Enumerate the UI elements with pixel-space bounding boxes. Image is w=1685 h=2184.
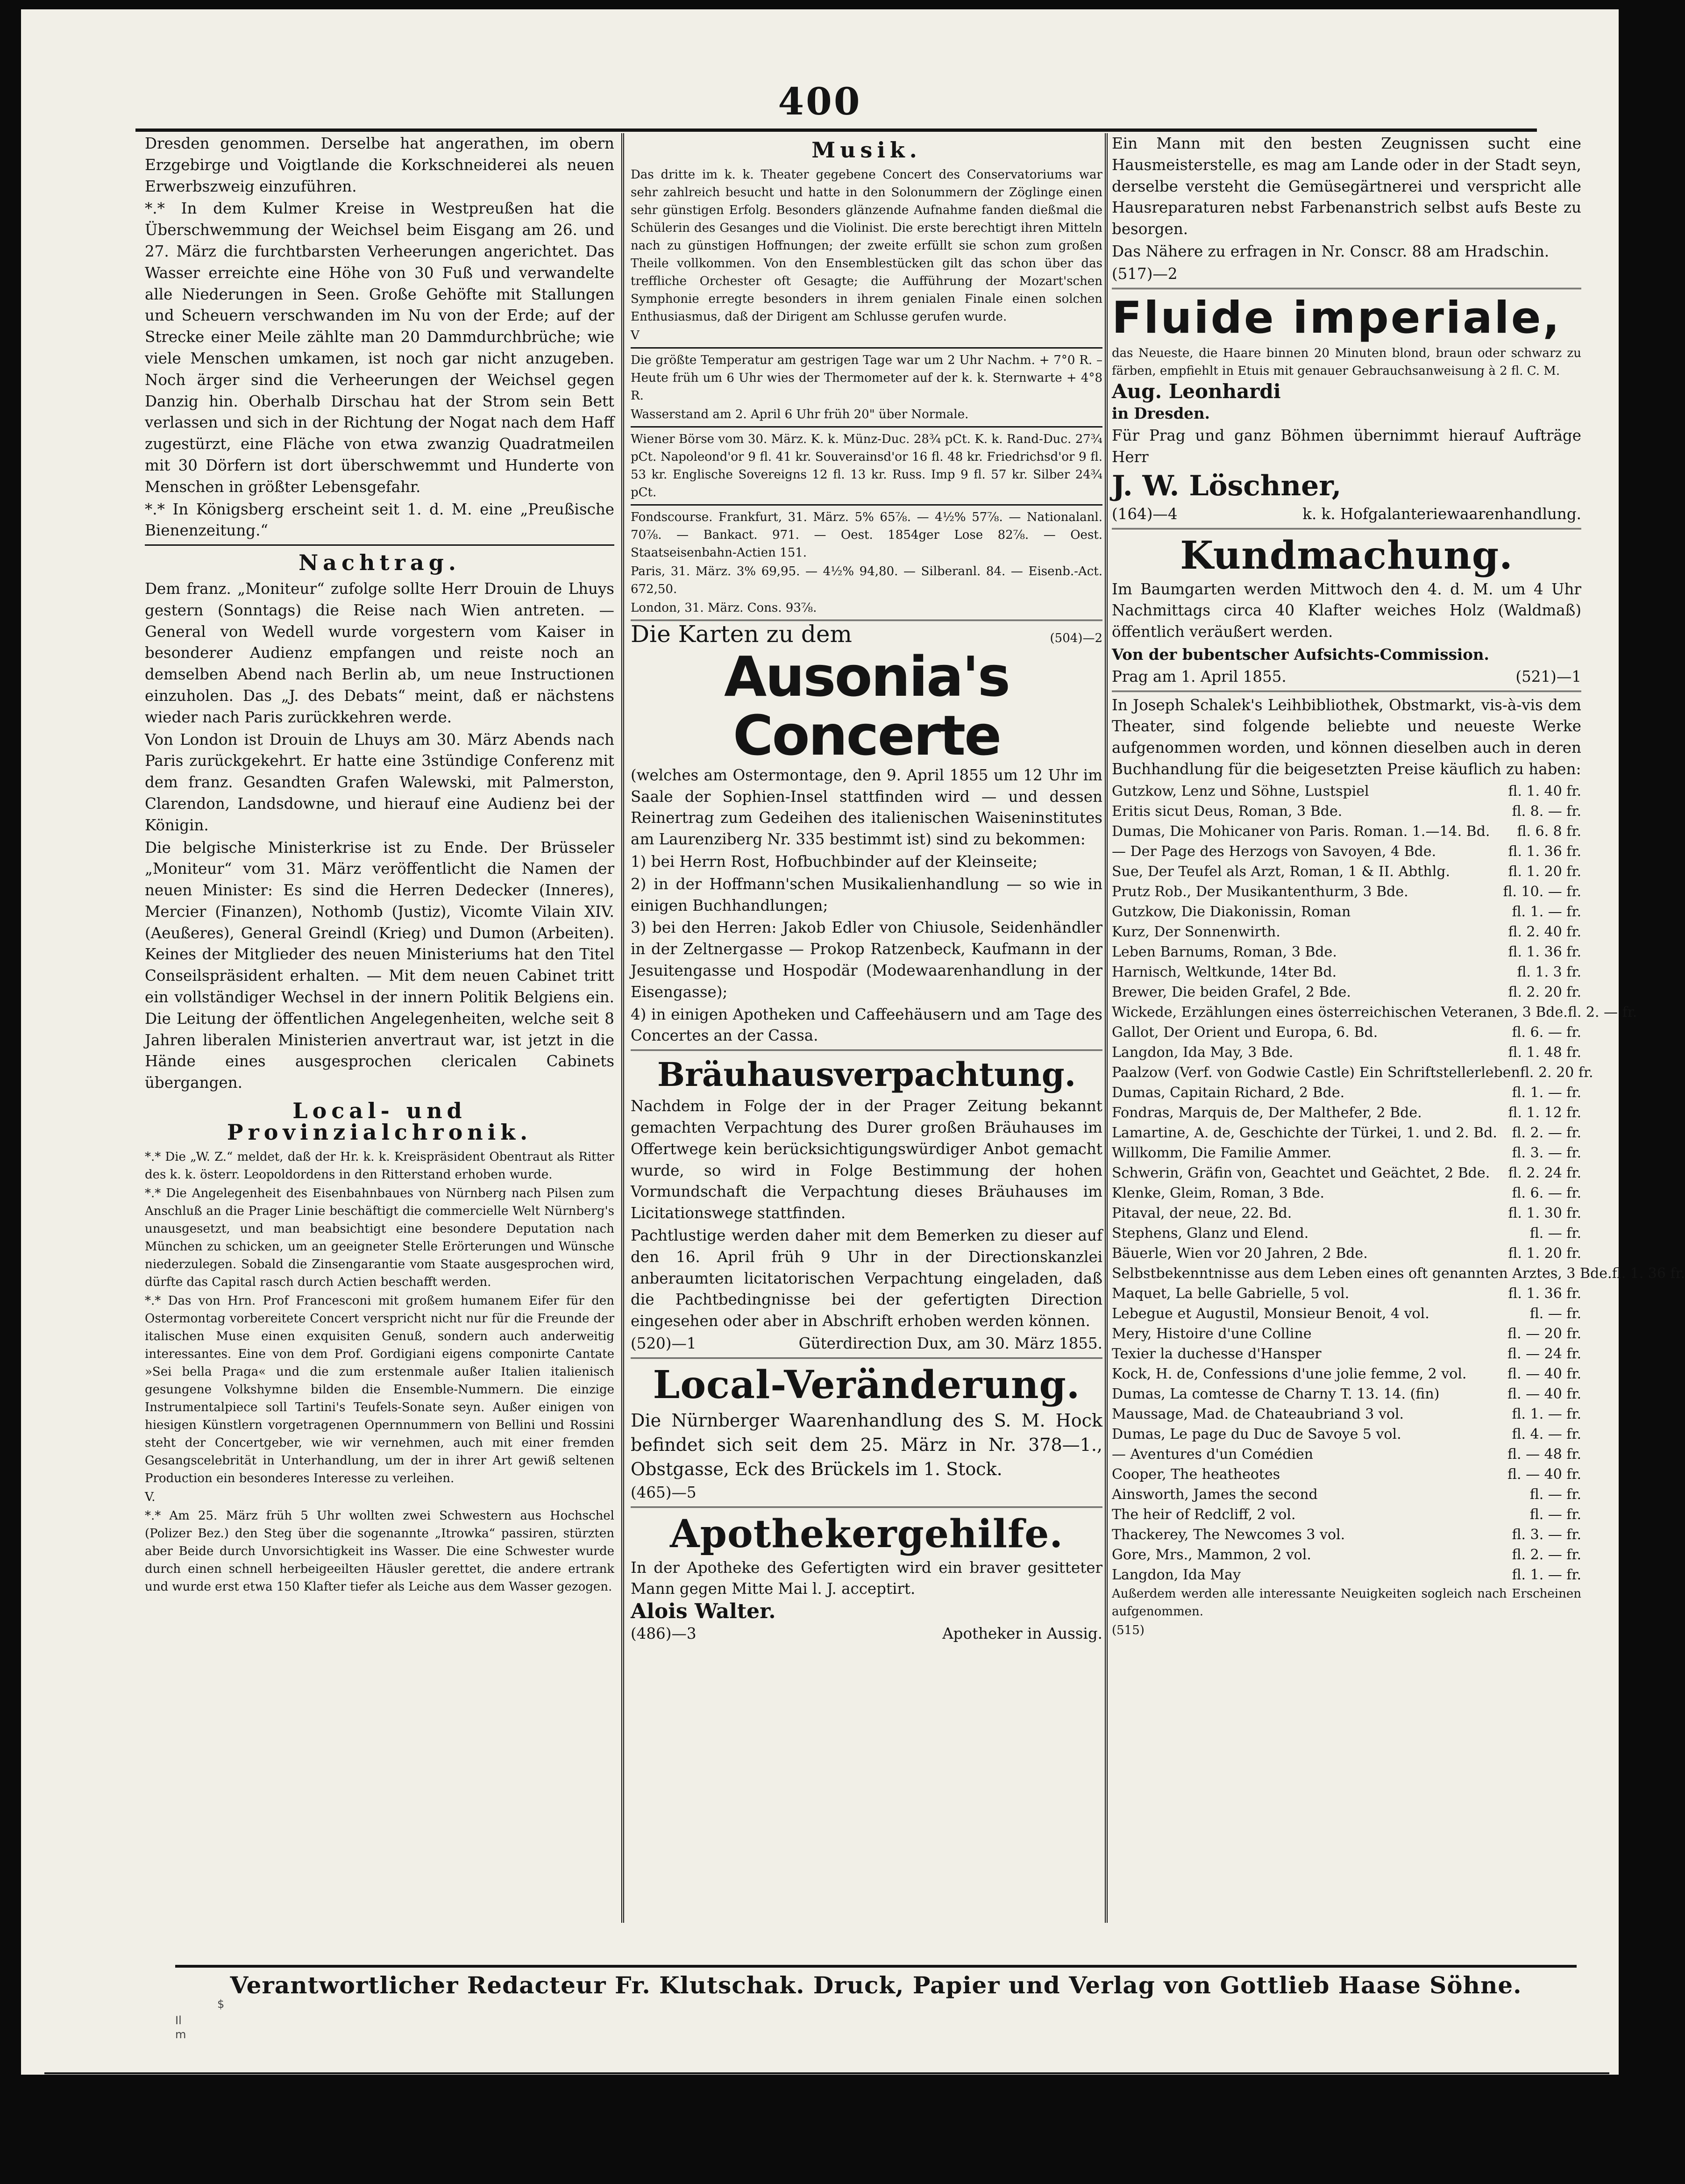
book-title: Kock, H. de, Confessions d'une jolie femme, 2 vol. [1112,1365,1467,1382]
book-price: fl. 3. — fr. [1512,1144,1581,1161]
book-title: Wickede, Erzählungen eines österreichischen Veteranen, 3 Bde. [1112,1004,1568,1021]
book-title: Klenke, Gleim, Roman, 3 Bde. [1112,1185,1325,1201]
ausonia-details: (welches am Ostermontage, den 9. April 1855 um 12 Uhr im Saale der Sophien-Insel stattfinden wird — und dessen Reinertrag zum Gedeihen des italienischen Waiseninstitutes am Laurenziberg Nr. 335 bestimmt ist) sind zu bekommen: [631,766,1102,849]
book-list-item [1112,1525,1581,1545]
book-title: Gutzkow, Lenz und Söhne, Lustspiel [1112,783,1369,799]
divider [631,426,1102,428]
library-intro: In Joseph Schalek's Leihbibliothek, Obstmarkt, vis-à-vis dem Theater, sind folgende beliebte und neueste Werke aufgenommen worden, und können dieselben auch in deren Buchhandlung für die beigesetzten Preise käuflich zu haben: [1112,696,1581,778]
book-price: fl. 6. 8 fr. [1517,823,1581,840]
book-list-item [1112,1324,1581,1344]
ausonia-sale-point: 4) in einigen Apotheken und Caffeehäusern und am Tage des Concertes an der Cassa. [631,1005,1102,1045]
book-list-item [1112,1243,1581,1263]
imprint-footer: Verantwortlicher Redacteur Fr. Klutschak. Druck, Papier und Verlag von Gottlieb Haase Söhne. [175,1965,1577,1999]
apothecary-name: Alois Walter. [631,1599,776,1624]
book-title: Schwerin, Gräfin von, Geachtet und Geächtet, 2 Bde. [1112,1164,1490,1181]
ausonia-heading: Ausonia's Concerte [724,644,1010,768]
book-list-item [1112,1464,1581,1485]
ad-number: (521)—1 [1515,667,1581,685]
book-list-item [1112,1444,1581,1464]
ad-number: (515) [1112,1623,1145,1637]
ausonia-sale-point: 3) bei den Herren: Jakob Edler von Chiusole, Seidenhändler in der Zeltnergasse — Prokop Ratzenbeck, Kaufmann in der Jesuitengasse und Hospodär (Modewaarenhandlung in der Eisengasse); [631,919,1102,1001]
book-list-item [1112,1404,1581,1424]
book-title: Dumas, Die Mohicaner von Paris. Roman. 1.—14. Bd. [1112,823,1490,840]
book-title: Texier la duchesse d'Hansper [1112,1345,1322,1362]
book-price: fl. 3. — fr. [1512,1526,1581,1543]
book-list-item [1112,842,1581,862]
book-list-item [1112,801,1581,821]
local-change-text: Die Nürnberger Waarenhandlung des S. M. Hock befindet sich seit dem 25. März in Nr. 378—1., Obstgasse, Eck des Brückels im 1. Stock. [631,1410,1102,1479]
book-title: Mery, Histoire d'une Colline [1112,1325,1312,1342]
book-price: fl. 1. — fr. [1512,1406,1581,1422]
book-price: fl. 1. 20 fr. [1508,1245,1581,1262]
ad-number: (517)—2 [1112,264,1178,283]
ausonia-intro [631,620,1102,648]
book-price: fl. 1. 48 fr. [1508,1044,1581,1061]
column-divider [621,133,624,1923]
brauhaus-signature: Güterdirection Dux, am 30. März 1855. [798,1334,1102,1352]
divider [631,1049,1102,1051]
book-title: Dumas, Capitain Richard, 2 Bde. [1112,1084,1345,1101]
book-list-item [1112,882,1581,902]
column-2 [631,133,1102,1932]
book-list-item [1112,1002,1637,1022]
book-price: fl. 1. 12 fr. [1508,1104,1581,1121]
book-price: fl. — 24 fr. [1507,1345,1581,1362]
book-title: Harnisch, Weltkunde, 14ter Bd. [1112,964,1337,980]
divider [631,504,1102,506]
book-list-item [1112,1103,1581,1123]
fluide-text: das Neueste, die Haare binnen 20 Minuten blond, braun oder schwarz zu färben, empfiehlt in Etuis mit genauer Gebrauchsanweisung à 2 fl. C. M. [1112,346,1581,378]
header-rule [135,128,1537,132]
tickets-line: Die Karten zu dem [631,620,852,648]
paris-prices: Paris, 31. März. 3% 69,95. — 4½% 94,80. — Silberanl. 84. — Eisenb.-Act. 672,50. [631,564,1102,596]
book-price: fl. 10. — fr. [1503,883,1581,900]
page-bottom-rule [44,2072,1609,2074]
book-title: Selbstbekenntnisse aus dem Leben eines oft genannten Arztes, 3 Bde. [1112,1265,1612,1282]
book-price: fl. 2. 24 fr. [1508,1164,1581,1181]
book-price: fl. 8. — fr. [1512,803,1581,820]
fluide-firm: Aug. Leonhardi [1112,379,1281,403]
library-closing: Außerdem werden alle interessante Neuigkeiten sogleich nach Erscheinen aufgenommen. [1112,1586,1581,1619]
book-list-item [1112,1545,1581,1565]
brauhaus-signature-row [631,1333,1102,1355]
book-list-item [1112,1123,1581,1143]
book-price: fl. 1. — fr. [1512,1566,1581,1583]
caretaker-contact: Das Nähere zu erfragen in Nr. Conscr. 88 am Hradschin. [1112,242,1550,260]
ausonia-sale-point: 2) in der Hoffmann'schen Musikalienhandlung — so wie in einigen Buchhandlungen; [631,875,1102,914]
kundmachung-heading: Kundmachung. [1180,533,1513,578]
book-title: Gallot, Der Orient und Europa, 6. Bd. [1112,1024,1378,1041]
book-title: Leben Barnums, Roman, 3 Bde. [1112,943,1337,960]
newspaper-page [21,9,1685,2075]
divider [1112,691,1581,692]
book-price: fl. 2. 20 fr. [1508,984,1581,1000]
local-news-item: *.* Am 25. März früh 5 Uhr wollten zwei Schwestern aus Hochschel (Polizer Bez.) den Steg über die sogenannte „Itrowka“ passiren, stürzten aber Beide durch Unvorsichtigkeit ins Wasser. Die eine Schwester wurde durch einen schnell herbeigeeilten Häusler gerettet, die andere ertrank und wurde erst etwa 150 Klafter tiefer als Leiche aus dem Wasser gezogen. [145,1508,614,1594]
book-list-item [1112,942,1581,962]
book-title: Willkomm, Die Familie Ammer. [1112,1144,1332,1161]
book-price: fl. 1. 3 fr. [1517,964,1581,980]
margin-mark: Il [175,2014,182,2027]
book-title: Paalzow (Verf. von Godwie Castle) Ein Schriftstellerleben [1112,1064,1520,1081]
book-list-item [1112,1304,1581,1324]
margin-mark: m [175,2028,186,2041]
margin-mark: $ [217,1998,225,2011]
column-3 [1112,133,1685,1932]
book-title: Ainsworth, James the second [1112,1486,1318,1503]
book-price: fl. 1. 36 fr. [1612,1265,1685,1282]
divider [1112,528,1581,529]
kundmachung-date-row [1112,666,1581,688]
divider [1112,288,1581,289]
book-title: Langdon, Ida May [1112,1566,1241,1583]
caretaker-ad: Ein Mann mit den besten Zeugnissen sucht eine Hausmeisterstelle, es mag am Lande oder in der Stadt seyn, derselbe versteht die Gemüsegärtnerei und verspricht alle Hausreparaturen nebst Farbenanstrich selbst aufs Beste zu besorgen. [1112,135,1581,238]
book-title: Dumas, La comtesse de Charny T. 13. 14. (fin) [1112,1385,1440,1402]
ad-number: (504)—2 [1050,631,1102,645]
book-list-item [1112,1083,1581,1103]
book-title: — Der Page des Herzogs von Savoyen, 4 Bde. [1112,843,1436,860]
book-list-item [1112,1344,1581,1364]
book-list-item [1112,821,1581,842]
book-title: Cooper, The heatheotes [1112,1466,1280,1483]
book-title: Pitaval, der neue, 22. Bd. [1112,1205,1292,1221]
book-list-item [1112,1143,1581,1163]
loeschner-name: J. W. Löschner, [1112,469,1342,502]
ad-number: (465)—5 [631,1483,697,1501]
book-title: Kurz, Der Sonnenwirth. [1112,923,1280,940]
musik-article: Das dritte im k. k. Theater gegebene Concert des Conservatoriums war sehr zahlreich besucht und hatte in den Solonummern der Zöglinge einen sehr günstigen Erfolg. Besonders glänzende Aufnahme fanden dießmal die Schülerin des Gesanges und die Violinist. Die erste berechtigt ihren Mitteln nach zu günstigen Hoffnungen; der zweite erfüllt sie schon zum großen Theile vollkommen. Von den Ensemblestücken gilt das schon über das treffliche Orchester oft Gesagte; die Aufführung der Mozart'schen Symphonie erregte besonders in ihrem genialen Finale einen solchen Enthusiasmus, daß der Dirigent am Schlusse gerufen wurde. [631,167,1102,324]
book-list-item [1112,982,1581,1002]
book-list-item [1112,862,1581,882]
book-title: Fondras, Marquis de, Der Malthefer, 2 Bde. [1112,1104,1422,1121]
ad-number: (486)—3 [631,1624,697,1642]
brauhaus-paragraph: Nachdem in Folge der in der Prager Zeitung bekannt gemachten Verpachtung des Durer großen Bräuhauses im Offertwege kein berücksichtigungswürdiger Anbot gemacht wurde, so wird in Folge Bestimmung der hohen Vormundschaft die Verpachtung dieses Bräuhauses im Licitationswege stattfinden. [631,1097,1102,1222]
article-bienenzeitung: *.* In Königsberg erscheint seit 1. d. M. eine „Preußische Bienenzeitung.“ [145,500,614,540]
musik-sign: V [631,328,640,343]
book-price: fl. — 40 fr. [1507,1466,1581,1483]
book-title: Thackerey, The Newcomes 3 vol. [1112,1526,1345,1543]
book-title: Prutz Rob., Der Musikantenthurm, 3 Bde. [1112,883,1408,900]
book-list-item [1112,1223,1581,1243]
book-title: Lamartine, A. de, Geschichte der Türkei, 1. und 2. Bd. [1112,1124,1497,1141]
book-price: fl. — fr. [1529,1225,1581,1242]
book-list-item [1112,1364,1581,1384]
nachtrag-heading: Nachtrag. [299,550,461,576]
vienna-exchange: Wiener Börse vom 30. März. K. k. Münz-Duc. 28¾ pCt. K. k. Rand-Duc. 27¾ pCt. Napoleond'or 9 fl. 41 kr. Souverainsd'or 16 fl. 48 kr. Friedrichsd'or 9 fl. 53 kr. Englische Sovereigns 12 fl. 13 kr. Russ. Imp 9 fl. 57 kr. Silber 24¾ pCt. [631,432,1102,500]
book-title: Gore, Mrs., Mammon, 2 vol. [1112,1546,1311,1563]
book-price: fl. 1. 36 fr. [1508,943,1581,960]
divider [631,1506,1102,1508]
book-price: fl. — fr. [1529,1305,1581,1322]
book-title: Dumas, Le page du Duc de Savoye 5 vol. [1112,1426,1401,1442]
book-title: Langdon, Ida May, 3 Bde. [1112,1044,1294,1061]
divider [145,544,614,546]
local-news-item: *.* Das von Hrn. Prof Francesconi mit großem humanem Eifer für den Ostermontag vorbereitete Concert verspricht nicht nur für die Freunde der italischen Muse einen exquisiten Genuß, sondern auch anderweitig interessantes. Eine von dem Prof. Gordigiani eigens componirte Cantate »Sei bella Praga« und die zum erstenmale außer Italien italienisch gesungene Volkshymne bilden die Ensemble-Nummern. Die einzige Instrumentalpiece soll Tartini's Teufels-Sonate seyn. Außer einigen von hiesigen Künstlern vorgetragenen Opernnummern von Bellini und Rossini steht der Concertgeber, wie wir vernehmen, auch mit einer fremden Gesangscelebrität in Unterhandlung, um der in ihrer Art gewiß seltenen Production ein besonderes Interesse zu verleihen. [145,1293,614,1485]
book-price: fl. — 20 fr. [1507,1325,1581,1342]
author-sign: V. [145,1490,156,1504]
book-list-item [1112,1022,1581,1042]
nachtrag-paragraph: Dem franz. „Moniteur“ zufolge sollte Herr Drouin de Lhuys gestern (Sonntags) die Reise nach Wien antreten. — General von Wedell wurde vorgestern vom Kaiser in besonderer Audienz empfangen und reiste noch an demselben Abend nach Berlin ab, um neue Instructionen einzuholen. Das „J. des Debats“ meint, daß er nächstens wieder nach Paris zurückkehren werde. [145,579,614,726]
book-list-item [1112,1063,1593,1083]
fluide-heading: Fluide imperiale, [1112,292,1562,343]
book-list-item [1112,902,1581,922]
loeschner-desc: k. k. Hofgalanteriewaarenhandlung. [1302,505,1581,523]
book-price: fl. 2. — fr. [1567,1004,1637,1021]
kundmachung-text: Im Baumgarten werden Mittwoch den 4. d. M. um 4 Uhr Nachmittags circa 40 Klafter weiches Holz (Waldmaß) öffentlich veräußert werden. [1112,580,1581,641]
apothecary-place: Apotheker in Aussig. [942,1624,1102,1642]
book-price: fl. 2. 40 fr. [1508,923,1581,940]
fluide-prague-agent: Für Prag und ganz Böhmen übernimmt hierauf Aufträge Herr [1112,427,1581,466]
local-change-heading: Local-Veränderung. [653,1362,1081,1407]
book-price: fl. — fr. [1529,1486,1581,1503]
book-list-item [1112,1485,1581,1505]
column-divider [1105,133,1108,1923]
brauhaus-heading: Bräuhausverpachtung. [657,1055,1076,1094]
fluide-city: in Dresden. [1112,404,1210,423]
book-list-item [1112,1263,1685,1284]
book-title: Bäuerle, Wien vor 20 Jahren, 2 Bde. [1112,1245,1368,1262]
ad-number: (164)—4 [1112,505,1178,523]
book-title: Stephens, Glanz und Elend. [1112,1225,1309,1242]
book-price: fl. 2. — fr. [1512,1124,1581,1141]
book-price: fl. 1. 36 fr. [1508,1285,1581,1302]
book-title: Maussage, Mad. de Chateaubriand 3 vol. [1112,1406,1404,1422]
book-title: Sue, Der Teufel als Arzt, Roman, 1 & II. Abthlg. [1112,863,1450,880]
local-chronicle-heading: Local- und Provinzialchronik. [227,1098,533,1145]
book-price: fl. 1. — fr. [1512,903,1581,920]
book-price: fl. 2. — fr. [1512,1546,1581,1563]
book-list-item [1112,922,1581,942]
book-price: fl. — fr. [1529,1506,1581,1523]
book-price: fl. 1. 30 fr. [1508,1205,1581,1221]
divider [631,1357,1102,1359]
article-korkschneiderei: Dresden genommen. Derselbe hat angerathen, im obern Erzgebirge und Voigtlande die Korkschneiderei als neuen Erwerbszweig einzuführen. [145,135,614,195]
book-price: fl. 1. 40 fr. [1508,783,1581,799]
book-list-item [1112,1183,1581,1203]
fund-prices: Fondscourse. Frankfurt, 31. März. 5% 65⅞. — 4½% 57⅞. — Nationalanl. 70⅞. — Bankact. 971. — Oest. 1854ger Lose 82⅞. — Oest. Staatseisenbahn-Actien 151. [631,510,1102,560]
book-title: Maquet, La belle Gabrielle, 5 vol. [1112,1285,1350,1302]
book-price: fl. 6. — fr. [1512,1024,1581,1041]
water-level: Wasserstand am 2. April 6 Uhr früh 20" über Normale. [631,407,969,421]
brauhaus-paragraph: Pachtlustige werden daher mit dem Bemerken zu dieser auf den 16. April früh 9 Uhr in der Directionskanzlei anberaumten licitatorischen Verpachtung eingeladen, daß die Pachtbedingnisse bei der gefertigten Direction eingesehen oder aber in Abschrift erhoben werden können. [631,1226,1102,1330]
book-price: fl. 2. 20 fr. [1520,1064,1593,1081]
book-title: Gutzkow, Die Diakonissin, Roman [1112,903,1351,920]
book-title: Eritis sicut Deus, Roman, 3 Bde. [1112,803,1343,820]
book-title: The heir of Redcliff, 2 vol. [1112,1506,1296,1523]
apothecary-signature-row [631,1623,1102,1645]
divider [631,347,1102,349]
book-list [1112,781,1685,1585]
kundmachung-date: Prag am 1. April 1855. [1112,667,1287,685]
book-price: fl. — 40 fr. [1507,1385,1581,1402]
musik-heading: Musik. [811,137,922,163]
book-list-item [1112,962,1581,982]
book-list-item [1112,1384,1581,1404]
page-number: 400 [778,79,862,123]
ad-number: (520)—1 [631,1334,697,1352]
nachtrag-paragraph: Von London ist Drouin de Lhuys am 30. März Abends nach Paris zurückgekehrt. Er hatte eine 3stündige Conferenz mit dem franz. Gesandten Grafen Walewski, mit Palmerston, Clarendon, Landsdowne, und hierauf eine Audienz bei der Königin. [145,730,614,834]
book-list-item [1112,1284,1581,1304]
book-list-item [1112,1203,1581,1223]
book-price: fl. 6. — fr. [1512,1185,1581,1201]
book-title: Brewer, Die beiden Grafel, 2 Bde. [1112,984,1351,1000]
nachtrag-paragraph: Die belgische Ministerkrise ist zu Ende. Der Brüsseler „Moniteur“ vom 31. März veröffentlicht die Namen der neuen Minister: Es sind die Herren Dedecker (Inneres), Mercier (Finanzen), Nothomb (Justiz), Vicomte Vilain XIV. (Aeußeres), General Greindl (Krieg) und Dumon (Arbeiten). Keines der Mitglieder des neuen Ministeriums hat den Titel Conseilspräsident erhalten. — Mit dem neuen Cabinet tritt ein vollständiger Wechsel in der innern Politik Belgiens ein. Die Leitung der öffentlichen Angelegenheiten, welche seit 8 Jahren liberalen Ministerien anvertraut war, ist jetzt in die Hände eines ausgesprochen clericalen Cabinets übergangen. [145,838,614,1092]
book-list-item [1112,781,1581,801]
book-price: fl. 1. 36 fr. [1508,843,1581,860]
book-list-item [1112,1505,1581,1525]
kundmachung-sign: Von der bubentscher Aufsichts-Commission. [1112,645,1489,664]
book-price: fl. 4. — fr. [1512,1426,1581,1442]
local-news-item: *.* Die Angelegenheit des Eisenbahnbaues von Nürnberg nach Pilsen zum Anschluß an die Prager Linie beschäftigt die commercielle Welt Nürnberg's unausgesetzt, und man beabsichtigt eine besondere Deputation nach München zu schicken, um an geeigneter Stelle Erörterungen und Wünsche niederzulegen. Sobald die Zinsengarantie vom Staate ausgesprochen wird, dürfte das Capital rasch durch Actien beschafft werden. [145,1186,614,1289]
book-price: fl. — 40 fr. [1507,1365,1581,1382]
book-list-item [1112,1565,1581,1585]
weather-report: Die größte Temperatur am gestrigen Tage war um 2 Uhr Nachm. + 7°0 R. – Heute früh um 6 Uhr wies der Thermometer auf der k. k. Sternwarte + 4°8 R. [631,353,1102,403]
column-1 [145,133,614,1932]
book-price: fl. 1. 20 fr. [1508,863,1581,880]
apothecary-text: In der Apotheke des Gefertigten wird ein braver gesitteter Mann gegen Mitte Mai l. J. acceptirt. [631,1558,1102,1598]
book-list-item [1112,1042,1581,1063]
book-title: — Aventures d'un Comédien [1112,1446,1314,1463]
apothecary-heading: Apothekergehilfe. [670,1511,1063,1556]
local-news-item: *.* Die „W. Z.“ meldet, daß der Hr. k. k. Kreispräsident Obentraut als Ritter des k. k. österr. Leopoldordens in den Ritterstand erhoben wurde. [145,1149,614,1182]
loeschner-row [1112,504,1581,525]
book-price: fl. — 48 fr. [1507,1446,1581,1463]
book-title: Lebegue et Augustil, Monsieur Benoit, 4 vol. [1112,1305,1429,1322]
book-price: fl. 1. — fr. [1512,1084,1581,1101]
ausonia-sale-point: 1) bei Herrn Rost, Hofbuchbinder auf der Kleinseite; [631,852,1038,871]
book-list-item [1112,1424,1581,1444]
london-prices: London, 31. März. Cons. 93⅞. [631,600,817,615]
article-weichsel: *.* In dem Kulmer Kreise in Westpreußen hat die Überschwemmung der Weichsel beim Eisgang am 26. und 27. März die furchtbarsten Verheerungen angerichtet. Das Wasser erreichte eine Höhe von 30 Fuß und verwandelte alle Niederungen in Seen. Große Gehöfte mit Stallungen und Scheuern verschwanden im Nu von der Erde; auf der Strecke einer Meile zählte man 20 Dammdurchbrüche; wie viele Menschen umkamen, ist noch gar nicht anzugeben. Noch ärger sind die Verheerungen der Weichsel gegen Danzig hin. Oberhalb Dirschau hat der Strom sein Bett verlassen und sich in der Richtung der Nogat nach dem Haff zugestürzt, eine Fläche von etwa zwanzig Quadratmeilen mit 30 Dörfern ist dort überschwemmt und Hunderte von Menschen in größter Lebensgefahr. [145,200,614,496]
book-list-item [1112,1163,1581,1183]
